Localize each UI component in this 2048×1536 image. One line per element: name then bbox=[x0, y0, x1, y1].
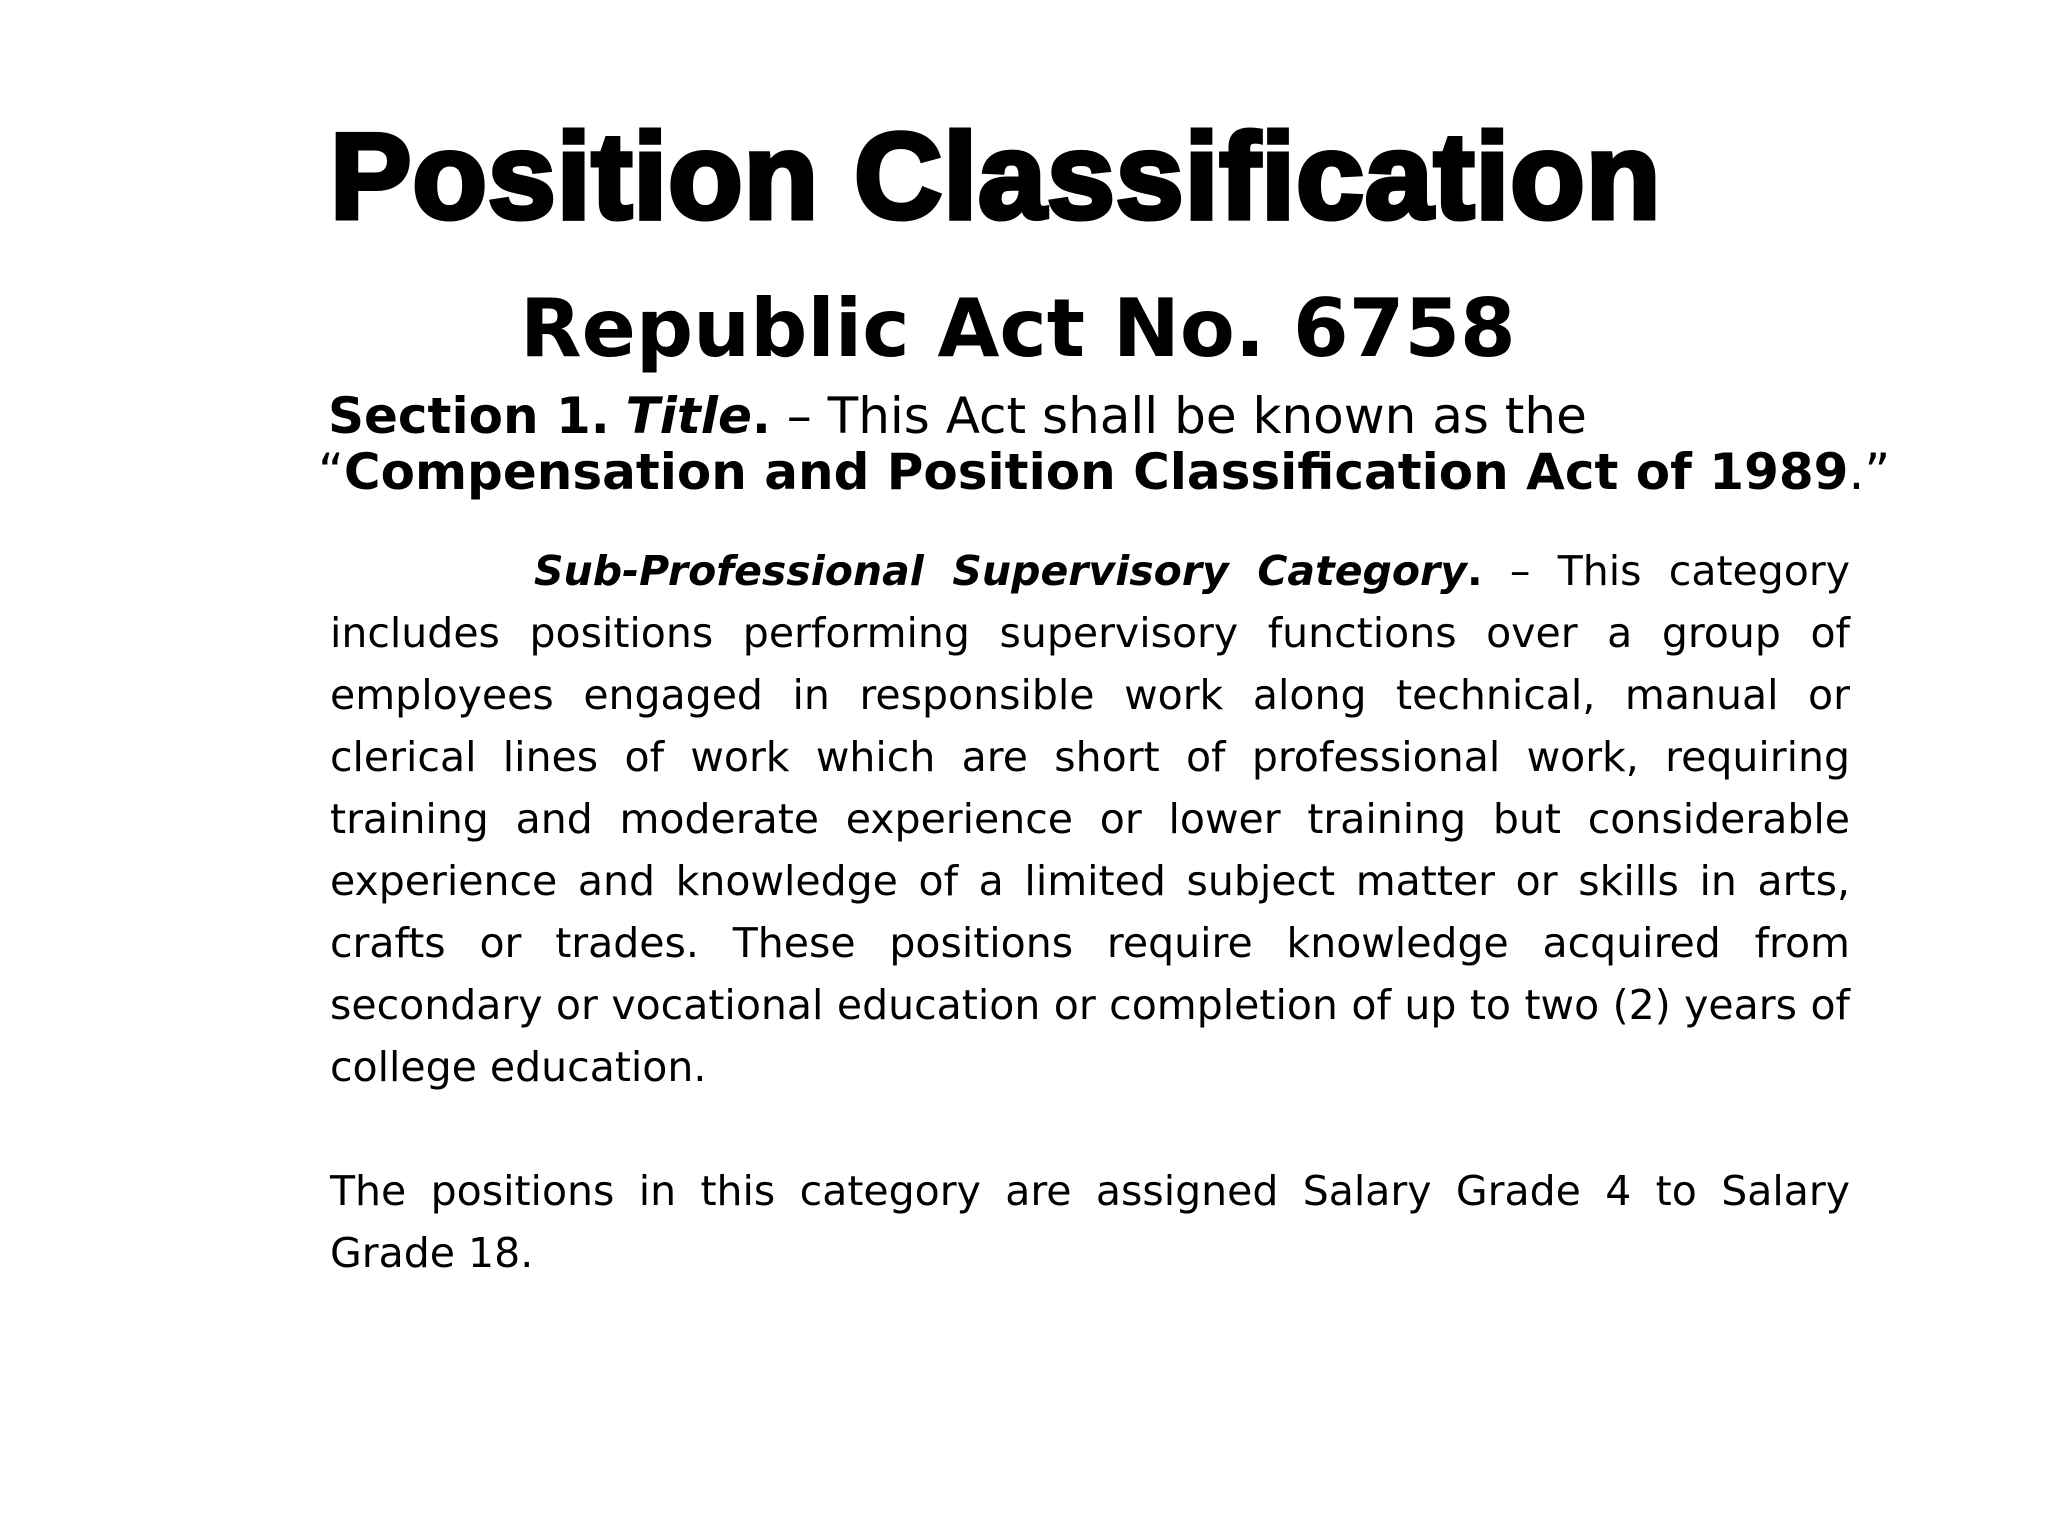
section-intro: – This Act shall be known as the bbox=[786, 387, 1587, 445]
open-quote: “ bbox=[318, 443, 344, 501]
category-name-period: . bbox=[1466, 547, 1483, 595]
category-body bbox=[330, 540, 1850, 1284]
section-title-period: . bbox=[751, 387, 771, 445]
category-description: – This category includes positions performing supervisory functions over a group of employees engaged in responsible work along technical, manual or clerical lines of work which are short of professional work, requiring training and moderate experience or lower training but considerable experience and knowledge of a limited subject matter or skills in arts, crafts or trades. These positions require knowledge acquired from secondary or vocational education or completion of up to two (2) years of college education. bbox=[330, 547, 1851, 1091]
act-heading: Republic Act No. 6758 bbox=[520, 282, 1516, 375]
act-name-close: .” bbox=[1848, 443, 1891, 501]
category-description-paragraph bbox=[330, 540, 1850, 1098]
category-name: Sub-Professional Supervisory Category bbox=[534, 547, 1467, 595]
section-title-word: Title bbox=[625, 387, 752, 445]
section-title-block bbox=[318, 387, 1891, 501]
section-line-1 bbox=[328, 388, 1878, 444]
section-label: Section 1. bbox=[328, 387, 610, 445]
section-line-2 bbox=[318, 443, 1891, 501]
act-name: Compensation and Position Classification Act of 1989 bbox=[343, 443, 1849, 501]
slide-title: Position Classification bbox=[330, 108, 1662, 244]
salary-grade-paragraph: The positions in this category are assigned Salary Grade 4 to Salary Grade 18. bbox=[330, 1167, 1850, 1277]
